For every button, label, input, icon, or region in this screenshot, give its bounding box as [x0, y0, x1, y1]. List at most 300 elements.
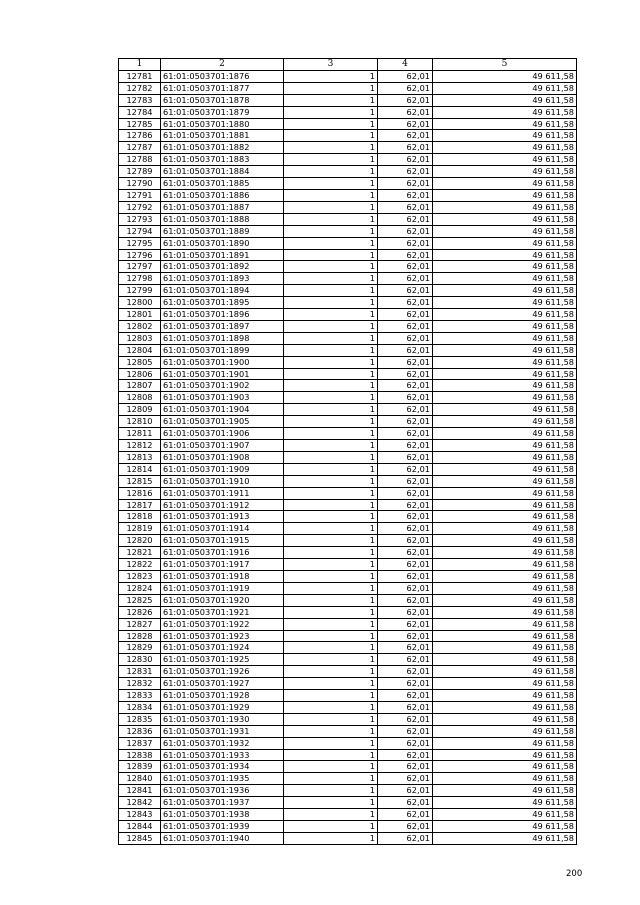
row-number-cell: 12833 [119, 690, 161, 702]
value-cell: 49 611,58 [433, 320, 577, 332]
cadastral-number-cell: 61:01:0503701:1876 [161, 70, 284, 82]
cadastral-number-cell: 61:01:0503701:1929 [161, 701, 284, 713]
row-number-cell: 12805 [119, 356, 161, 368]
count-cell: 1 [284, 309, 378, 321]
row-number-cell: 12785 [119, 118, 161, 130]
table-row [119, 368, 577, 380]
table-row [119, 821, 577, 833]
area-cell: 62,01 [378, 701, 433, 713]
count-cell: 1 [284, 821, 378, 833]
area-cell: 62,01 [378, 440, 433, 452]
table-row [119, 416, 577, 428]
area-cell: 62,01 [378, 344, 433, 356]
table-row [119, 773, 577, 785]
value-cell: 49 611,58 [433, 261, 577, 273]
area-cell: 62,01 [378, 570, 433, 582]
cadastral-number-cell: 61:01:0503701:1928 [161, 690, 284, 702]
cadastral-number-cell: 61:01:0503701:1924 [161, 642, 284, 654]
area-cell: 62,01 [378, 523, 433, 535]
count-cell: 1 [284, 106, 378, 118]
area-cell: 62,01 [378, 320, 433, 332]
row-number-cell: 12811 [119, 428, 161, 440]
row-number-cell: 12798 [119, 273, 161, 285]
cadastral-number-cell: 61:01:0503701:1892 [161, 261, 284, 273]
value-cell: 49 611,58 [433, 511, 577, 523]
area-cell: 62,01 [378, 678, 433, 690]
table-row [119, 630, 577, 642]
row-number-cell: 12837 [119, 737, 161, 749]
area-cell: 62,01 [378, 666, 433, 678]
count-cell: 1 [284, 320, 378, 332]
row-number-cell: 12787 [119, 142, 161, 154]
table-row [119, 606, 577, 618]
page-number: 200 [566, 869, 583, 879]
area-cell: 62,01 [378, 809, 433, 821]
cadastral-number-cell: 61:01:0503701:1903 [161, 392, 284, 404]
cadastral-number-cell: 61:01:0503701:1900 [161, 356, 284, 368]
data-table [118, 58, 577, 845]
value-cell: 49 611,58 [433, 130, 577, 142]
row-number-cell: 12838 [119, 749, 161, 761]
count-cell: 1 [284, 511, 378, 523]
area-cell: 62,01 [378, 761, 433, 773]
area-cell: 62,01 [378, 237, 433, 249]
table-row [119, 642, 577, 654]
value-cell: 49 611,58 [433, 487, 577, 499]
count-cell: 1 [284, 213, 378, 225]
row-number-cell: 12844 [119, 821, 161, 833]
area-cell: 62,01 [378, 416, 433, 428]
cadastral-number-cell: 61:01:0503701:1909 [161, 463, 284, 475]
cadastral-number-cell: 61:01:0503701:1923 [161, 630, 284, 642]
value-cell: 49 611,58 [433, 606, 577, 618]
table-row [119, 166, 577, 178]
count-cell: 1 [284, 356, 378, 368]
cadastral-number-cell: 61:01:0503701:1882 [161, 142, 284, 154]
count-cell: 1 [284, 523, 378, 535]
area-cell: 62,01 [378, 428, 433, 440]
value-cell: 49 611,58 [433, 535, 577, 547]
row-number-cell: 12822 [119, 559, 161, 571]
value-cell: 49 611,58 [433, 785, 577, 797]
count-cell: 1 [284, 392, 378, 404]
row-number-cell: 12824 [119, 582, 161, 594]
area-cell: 62,01 [378, 297, 433, 309]
area-cell: 62,01 [378, 821, 433, 833]
table-row [119, 761, 577, 773]
row-number-cell: 12816 [119, 487, 161, 499]
row-number-cell: 12834 [119, 701, 161, 713]
table-row [119, 785, 577, 797]
cadastral-number-cell: 61:01:0503701:1918 [161, 570, 284, 582]
value-cell: 49 611,58 [433, 499, 577, 511]
count-cell: 1 [284, 451, 378, 463]
row-number-cell: 12835 [119, 713, 161, 725]
cadastral-number-cell: 61:01:0503701:1893 [161, 273, 284, 285]
value-cell: 49 611,58 [433, 809, 577, 821]
table-row [119, 594, 577, 606]
row-number-cell: 12839 [119, 761, 161, 773]
table-row [119, 690, 577, 702]
area-cell: 62,01 [378, 582, 433, 594]
area-cell: 62,01 [378, 94, 433, 106]
value-cell: 49 611,58 [433, 559, 577, 571]
table-row [119, 582, 577, 594]
table-row [119, 547, 577, 559]
row-number-cell: 12792 [119, 201, 161, 213]
row-number-cell: 12828 [119, 630, 161, 642]
table-row [119, 701, 577, 713]
table-row [119, 309, 577, 321]
cadastral-number-cell: 61:01:0503701:1913 [161, 511, 284, 523]
value-cell: 49 611,58 [433, 761, 577, 773]
table-row [119, 392, 577, 404]
row-number-cell: 12827 [119, 618, 161, 630]
row-number-cell: 12782 [119, 82, 161, 94]
value-cell: 49 611,58 [433, 463, 577, 475]
cadastral-number-cell: 61:01:0503701:1883 [161, 154, 284, 166]
table-row [119, 725, 577, 737]
row-number-cell: 12809 [119, 404, 161, 416]
cadastral-number-cell: 61:01:0503701:1899 [161, 344, 284, 356]
count-cell: 1 [284, 249, 378, 261]
row-number-cell: 12790 [119, 178, 161, 190]
count-cell: 1 [284, 70, 378, 82]
count-cell: 1 [284, 130, 378, 142]
cadastral-number-cell: 61:01:0503701:1920 [161, 594, 284, 606]
value-cell: 49 611,58 [433, 392, 577, 404]
cadastral-number-cell: 61:01:0503701:1894 [161, 285, 284, 297]
area-cell: 62,01 [378, 832, 433, 844]
value-cell: 49 611,58 [433, 189, 577, 201]
value-cell: 49 611,58 [433, 701, 577, 713]
row-number-cell: 12788 [119, 154, 161, 166]
area-cell: 62,01 [378, 118, 433, 130]
row-number-cell: 12801 [119, 309, 161, 321]
value-cell: 49 611,58 [433, 654, 577, 666]
table-row [119, 249, 577, 261]
area-cell: 62,01 [378, 618, 433, 630]
cadastral-number-cell: 61:01:0503701:1935 [161, 773, 284, 785]
value-cell: 49 611,58 [433, 642, 577, 654]
count-cell: 1 [284, 154, 378, 166]
row-number-cell: 12789 [119, 166, 161, 178]
area-cell: 62,01 [378, 785, 433, 797]
count-cell: 1 [284, 166, 378, 178]
area-cell: 62,01 [378, 690, 433, 702]
table-row [119, 737, 577, 749]
row-number-cell: 12841 [119, 785, 161, 797]
count-cell: 1 [284, 773, 378, 785]
cadastral-number-cell: 61:01:0503701:1891 [161, 249, 284, 261]
area-cell: 62,01 [378, 487, 433, 499]
area-cell: 62,01 [378, 404, 433, 416]
area-cell: 62,01 [378, 273, 433, 285]
cadastral-number-cell: 61:01:0503701:1880 [161, 118, 284, 130]
value-cell: 49 611,58 [433, 666, 577, 678]
value-cell: 49 611,58 [433, 166, 577, 178]
table-row [119, 499, 577, 511]
table-row [119, 82, 577, 94]
cadastral-number-cell: 61:01:0503701:1926 [161, 666, 284, 678]
table-row [119, 285, 577, 297]
area-cell: 62,01 [378, 332, 433, 344]
cadastral-number-cell: 61:01:0503701:1936 [161, 785, 284, 797]
cadastral-number-cell: 61:01:0503701:1937 [161, 797, 284, 809]
cadastral-number-cell: 61:01:0503701:1927 [161, 678, 284, 690]
count-cell: 1 [284, 261, 378, 273]
area-cell: 62,01 [378, 535, 433, 547]
count-cell: 1 [284, 118, 378, 130]
area-cell: 62,01 [378, 642, 433, 654]
count-cell: 1 [284, 630, 378, 642]
value-cell: 49 611,58 [433, 749, 577, 761]
row-number-cell: 12812 [119, 440, 161, 452]
table-row [119, 154, 577, 166]
row-number-cell: 12800 [119, 297, 161, 309]
table-row [119, 118, 577, 130]
header-row [119, 59, 577, 71]
value-cell: 49 611,58 [433, 201, 577, 213]
row-number-cell: 12796 [119, 249, 161, 261]
count-cell: 1 [284, 273, 378, 285]
table-row [119, 809, 577, 821]
value-cell: 49 611,58 [433, 106, 577, 118]
count-cell: 1 [284, 428, 378, 440]
value-cell: 49 611,58 [433, 737, 577, 749]
row-number-cell: 12842 [119, 797, 161, 809]
cadastral-number-cell: 61:01:0503701:1886 [161, 189, 284, 201]
area-cell: 62,01 [378, 606, 433, 618]
area-cell: 62,01 [378, 213, 433, 225]
area-cell: 62,01 [378, 261, 433, 273]
table-row [119, 70, 577, 82]
row-number-cell: 12818 [119, 511, 161, 523]
value-cell: 49 611,58 [433, 285, 577, 297]
count-cell: 1 [284, 487, 378, 499]
cadastral-number-cell: 61:01:0503701:1897 [161, 320, 284, 332]
area-cell: 62,01 [378, 737, 433, 749]
area-cell: 62,01 [378, 725, 433, 737]
table-row [119, 428, 577, 440]
value-cell: 49 611,58 [433, 725, 577, 737]
area-cell: 62,01 [378, 499, 433, 511]
cadastral-number-cell: 61:01:0503701:1915 [161, 535, 284, 547]
table-row [119, 749, 577, 761]
value-cell: 49 611,58 [433, 440, 577, 452]
table-row [119, 380, 577, 392]
count-cell: 1 [284, 725, 378, 737]
cadastral-number-cell: 61:01:0503701:1895 [161, 297, 284, 309]
count-cell: 1 [284, 809, 378, 821]
count-cell: 1 [284, 832, 378, 844]
count-cell: 1 [284, 332, 378, 344]
value-cell: 49 611,58 [433, 178, 577, 190]
value-cell: 49 611,58 [433, 821, 577, 833]
area-cell: 62,01 [378, 749, 433, 761]
table-row [119, 273, 577, 285]
value-cell: 49 611,58 [433, 404, 577, 416]
value-cell: 49 611,58 [433, 368, 577, 380]
cadastral-number-cell: 61:01:0503701:1938 [161, 809, 284, 821]
count-cell: 1 [284, 380, 378, 392]
count-cell: 1 [284, 475, 378, 487]
value-cell: 49 611,58 [433, 594, 577, 606]
area-cell: 62,01 [378, 713, 433, 725]
row-number-cell: 12783 [119, 94, 161, 106]
table-row [119, 320, 577, 332]
value-cell: 49 611,58 [433, 309, 577, 321]
table-row [119, 440, 577, 452]
table-row [119, 189, 577, 201]
cadastral-number-cell: 61:01:0503701:1898 [161, 332, 284, 344]
cadastral-number-cell: 61:01:0503701:1905 [161, 416, 284, 428]
row-number-cell: 12807 [119, 380, 161, 392]
count-cell: 1 [284, 344, 378, 356]
value-cell: 49 611,58 [433, 154, 577, 166]
count-cell: 1 [284, 440, 378, 452]
count-cell: 1 [284, 94, 378, 106]
count-cell: 1 [284, 178, 378, 190]
table-row [119, 404, 577, 416]
table-row [119, 713, 577, 725]
cadastral-number-cell: 61:01:0503701:1890 [161, 237, 284, 249]
table-row [119, 523, 577, 535]
cadastral-number-cell: 61:01:0503701:1910 [161, 475, 284, 487]
count-cell: 1 [284, 749, 378, 761]
value-cell: 49 611,58 [433, 142, 577, 154]
row-number-cell: 12832 [119, 678, 161, 690]
row-number-cell: 12843 [119, 809, 161, 821]
area-cell: 62,01 [378, 285, 433, 297]
table-row [119, 237, 577, 249]
row-number-cell: 12836 [119, 725, 161, 737]
count-cell: 1 [284, 690, 378, 702]
cadastral-number-cell: 61:01:0503701:1916 [161, 547, 284, 559]
count-cell: 1 [284, 416, 378, 428]
count-cell: 1 [284, 713, 378, 725]
cadastral-number-cell: 61:01:0503701:1933 [161, 749, 284, 761]
value-cell: 49 611,58 [433, 356, 577, 368]
area-cell: 62,01 [378, 594, 433, 606]
table-row [119, 559, 577, 571]
value-cell: 49 611,58 [433, 344, 577, 356]
row-number-cell: 12830 [119, 654, 161, 666]
table-row [119, 94, 577, 106]
table-row [119, 475, 577, 487]
cadastral-number-cell: 61:01:0503701:1901 [161, 368, 284, 380]
count-cell: 1 [284, 666, 378, 678]
cadastral-number-cell: 61:01:0503701:1878 [161, 94, 284, 106]
row-number-cell: 12781 [119, 70, 161, 82]
value-cell: 49 611,58 [433, 428, 577, 440]
cadastral-number-cell: 61:01:0503701:1908 [161, 451, 284, 463]
cadastral-number-cell: 61:01:0503701:1914 [161, 523, 284, 535]
table-row [119, 618, 577, 630]
area-cell: 62,01 [378, 82, 433, 94]
area-cell: 62,01 [378, 773, 433, 785]
table-row [119, 654, 577, 666]
cadastral-number-cell: 61:01:0503701:1930 [161, 713, 284, 725]
row-number-cell: 12840 [119, 773, 161, 785]
column-header-3: 3 [284, 59, 378, 71]
row-number-cell: 12793 [119, 213, 161, 225]
count-cell: 1 [284, 189, 378, 201]
value-cell: 49 611,58 [433, 570, 577, 582]
cadastral-number-cell: 61:01:0503701:1917 [161, 559, 284, 571]
table-row [119, 178, 577, 190]
cadastral-number-cell: 61:01:0503701:1887 [161, 201, 284, 213]
area-cell: 62,01 [378, 463, 433, 475]
row-number-cell: 12806 [119, 368, 161, 380]
table-row [119, 463, 577, 475]
count-cell: 1 [284, 142, 378, 154]
column-header-2: 2 [161, 59, 284, 71]
cadastral-number-cell: 61:01:0503701:1931 [161, 725, 284, 737]
row-number-cell: 12797 [119, 261, 161, 273]
value-cell: 49 611,58 [433, 832, 577, 844]
count-cell: 1 [284, 559, 378, 571]
row-number-cell: 12799 [119, 285, 161, 297]
value-cell: 49 611,58 [433, 94, 577, 106]
count-cell: 1 [284, 368, 378, 380]
value-cell: 49 611,58 [433, 690, 577, 702]
cadastral-number-cell: 61:01:0503701:1906 [161, 428, 284, 440]
cadastral-number-cell: 61:01:0503701:1939 [161, 821, 284, 833]
row-number-cell: 12804 [119, 344, 161, 356]
area-cell: 62,01 [378, 451, 433, 463]
row-number-cell: 12823 [119, 570, 161, 582]
area-cell: 62,01 [378, 142, 433, 154]
table-row [119, 344, 577, 356]
count-cell: 1 [284, 499, 378, 511]
count-cell: 1 [284, 225, 378, 237]
value-cell: 49 611,58 [433, 70, 577, 82]
area-cell: 62,01 [378, 511, 433, 523]
table-row [119, 511, 577, 523]
cadastral-number-cell: 61:01:0503701:1879 [161, 106, 284, 118]
column-header-4: 4 [378, 59, 433, 71]
count-cell: 1 [284, 654, 378, 666]
table-row [119, 225, 577, 237]
count-cell: 1 [284, 570, 378, 582]
column-header-5: 5 [433, 59, 577, 71]
row-number-cell: 12821 [119, 547, 161, 559]
count-cell: 1 [284, 618, 378, 630]
row-number-cell: 12810 [119, 416, 161, 428]
table-row [119, 678, 577, 690]
area-cell: 62,01 [378, 106, 433, 118]
row-number-cell: 12817 [119, 499, 161, 511]
count-cell: 1 [284, 594, 378, 606]
cadastral-number-cell: 61:01:0503701:1934 [161, 761, 284, 773]
table-row [119, 356, 577, 368]
count-cell: 1 [284, 285, 378, 297]
count-cell: 1 [284, 82, 378, 94]
cadastral-number-cell: 61:01:0503701:1904 [161, 404, 284, 416]
cadastral-number-cell: 61:01:0503701:1912 [161, 499, 284, 511]
table-row [119, 130, 577, 142]
table-row [119, 487, 577, 499]
count-cell: 1 [284, 547, 378, 559]
area-cell: 62,01 [378, 356, 433, 368]
area-cell: 62,01 [378, 475, 433, 487]
row-number-cell: 12795 [119, 237, 161, 249]
value-cell: 49 611,58 [433, 213, 577, 225]
area-cell: 62,01 [378, 249, 433, 261]
value-cell: 49 611,58 [433, 273, 577, 285]
value-cell: 49 611,58 [433, 713, 577, 725]
